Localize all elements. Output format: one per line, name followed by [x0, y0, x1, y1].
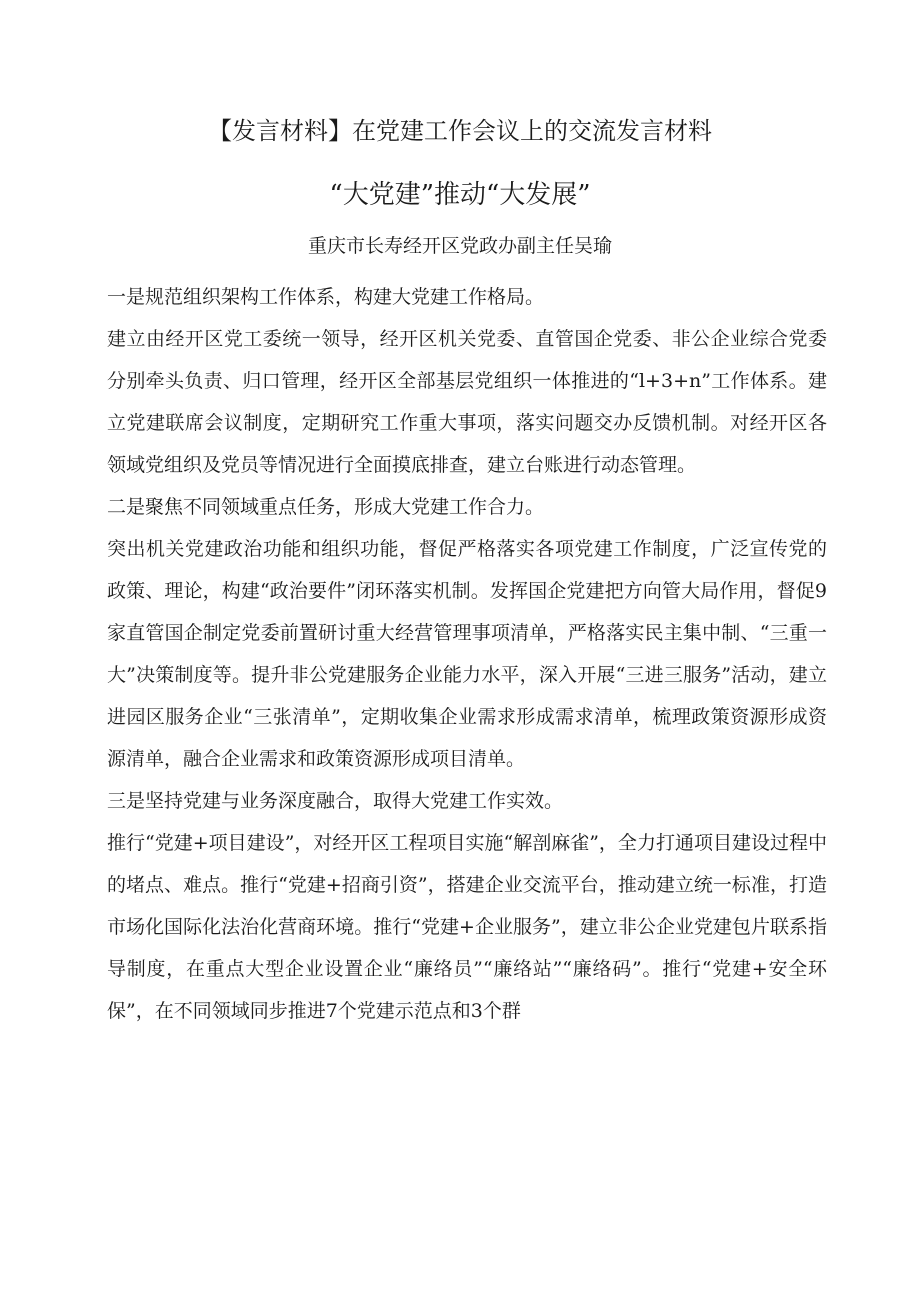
section-2: [107, 486, 827, 780]
section-paragraph: 突出机关党建政治功能和组织功能，督促严格落实各项党建工作制度，广泛宣传党的政策、理论，构建“政治要件”闭环落实机制。发挥国企党建把方向管大局作用，督促9家直管国企制定党委前置研讨重大经营管理事项清单，严格落实民主集中制、“三重一大”决策制度等。提升非公党建服务企业能力水平，深入开展“三进三服务”活动，建立进园区服务企业“三张清单”，定期收集企业需求形成需求清单，梳理政策资源形成资源清单，融合企业需求和政策资源形成项目清单。: [107, 538, 827, 770]
section-paragraph: 建立由经开区党工委统一领导，经开区机关党委、直管国企党委、非公企业综合党委分别牵头负责、归口管理，经开区全部基层党组织一体推进的“l+3+n”工作体系。建立党建联席会议制度，定期研究工作重大事项，落实问题交办反馈机制。对经开区各领域党组织及党员等情况进行全面摸底排查，建立台账进行动态管理。: [107, 328, 827, 476]
section-heading: 三是坚持党建与业务深度融合，取得大党建工作实效。: [107, 790, 564, 812]
section-paragraph: 推行“党建+项目建设”，对经开区工程项目实施“解剖麻雀”，全力打通项目建设过程中的堵点、难点。推行“党建+招商引资”，搭建企业交流平台，推动建立统一标准，打造市场化国际化法治化营商环境。推行“党建+企业服务”，建立非公企业党建包片联系指导制度，在重点大型企业设置企业“廉络员”“廉络站”“廉络码”。推行“党建+安全环保”，在不同领域同步推进7个党建示范点和3个群: [107, 832, 827, 1022]
document-body: [107, 276, 827, 1032]
section-heading: 二是聚焦不同领域重点任务，形成大党建工作合力。: [107, 496, 545, 518]
document-title: 【发言材料】在党建工作会议上的交流发言材料: [208, 117, 712, 145]
section-3: [107, 780, 827, 1032]
document-subtitle: “大党建”推动“大发展”: [329, 180, 591, 210]
section-1: [107, 276, 827, 486]
document-author: 重庆市长寿经开区党政办副主任吴瑜: [307, 235, 612, 257]
section-heading: 一是规范组织架构工作体系，构建大党建工作格局。: [107, 286, 545, 308]
